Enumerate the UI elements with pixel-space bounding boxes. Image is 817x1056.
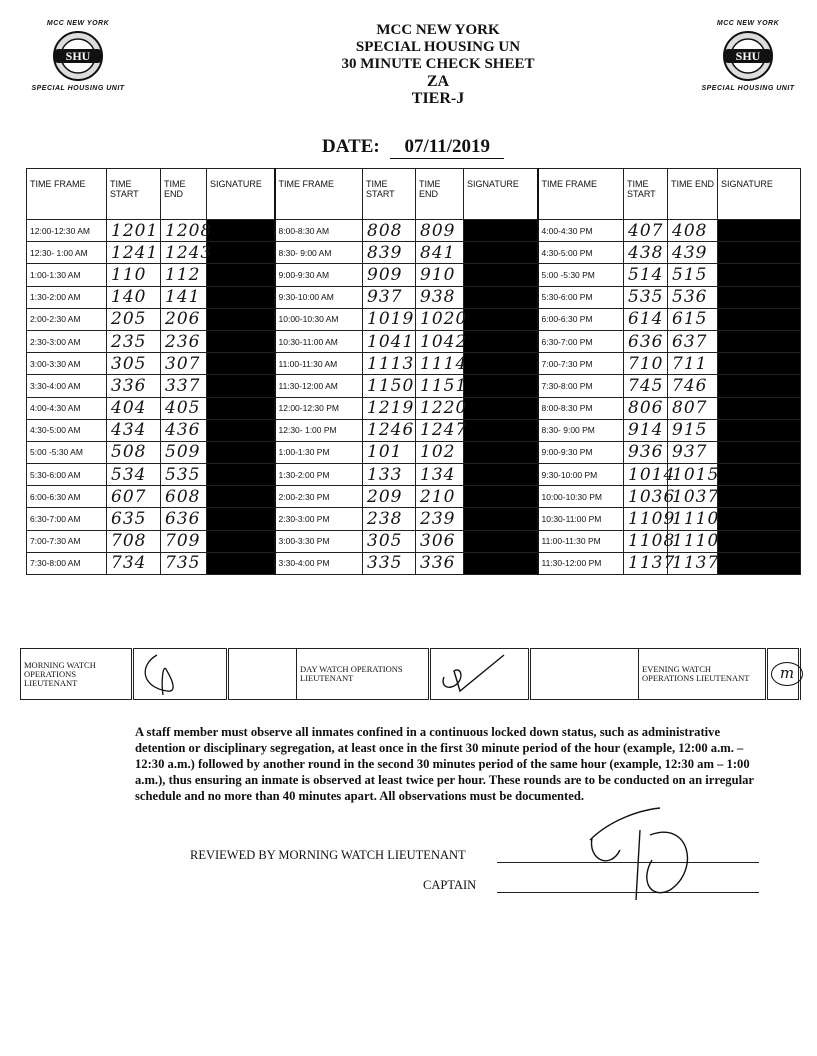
lieutenant-signature-table bbox=[20, 648, 801, 700]
time-end-cell: 1243 bbox=[161, 242, 207, 264]
table-body bbox=[27, 220, 801, 575]
redacted-signature-cell bbox=[464, 308, 538, 330]
time-start-cell: 133 bbox=[363, 464, 416, 486]
time-frame-cell: 10:30-11:00 AM bbox=[275, 330, 363, 352]
time-end-cell: 1110 bbox=[668, 530, 718, 552]
time-end-cell: 746 bbox=[668, 375, 718, 397]
redacted-signature-cell bbox=[207, 486, 275, 508]
time-frame-cell: 9:30-10:00 PM bbox=[538, 464, 624, 486]
time-end-cell: 337 bbox=[161, 375, 207, 397]
time-frame-cell: 11:00-11:30 PM bbox=[538, 530, 624, 552]
redacted-signature-cell bbox=[718, 242, 801, 264]
time-start-cell: 614 bbox=[624, 308, 668, 330]
redacted-signature-cell bbox=[718, 264, 801, 286]
time-start-cell: 839 bbox=[363, 242, 416, 264]
time-frame-cell: 11:00-11:30 AM bbox=[275, 353, 363, 375]
redacted-signature-cell bbox=[464, 508, 538, 530]
time-end-cell: 938 bbox=[416, 286, 464, 308]
logo-top-text: MCC NEW YORK bbox=[46, 20, 110, 27]
redacted-signature-cell bbox=[464, 286, 538, 308]
time-start-cell: 1137 bbox=[624, 552, 668, 574]
redacted-signature-cell bbox=[464, 220, 538, 242]
col-header-time-frame: TIME FRAME bbox=[27, 169, 107, 220]
time-end-cell: 306 bbox=[416, 530, 464, 552]
redacted-signature-cell bbox=[464, 441, 538, 463]
time-start-cell: 1113 bbox=[363, 353, 416, 375]
shu-badge-icon bbox=[51, 29, 105, 83]
redacted-signature-cell bbox=[207, 375, 275, 397]
redacted-signature-cell bbox=[207, 330, 275, 352]
time-start-cell: 806 bbox=[624, 397, 668, 419]
time-start-cell: 1241 bbox=[107, 242, 161, 264]
table-header-row bbox=[27, 169, 801, 220]
observation-notice: A staff member must observe all inmates confined in a continuous locked down status, such as administrative detention or disciplinary segregation, at least once in the first 30 minute period of the hour (example, 12:00 a.m. – 12:30 a.m.) followed by another round in the second 30 minutes period of the same hour (example, 12:30 am – 1:00 a.m.), thus ensuring an inmate is observed at least twice per hour. These rounds are to be conducted on an irregular schedule and no more than 40 minutes apart. All observations must be documented. bbox=[135, 725, 754, 803]
time-frame-cell: 9:00-9:30 AM bbox=[275, 264, 363, 286]
evening-initials: m bbox=[771, 662, 803, 686]
time-frame-cell: 1:00-1:30 PM bbox=[275, 441, 363, 463]
time-frame-cell: 2:00-2:30 AM bbox=[27, 308, 107, 330]
time-start-cell: 235 bbox=[107, 330, 161, 352]
time-end-cell: 509 bbox=[161, 441, 207, 463]
redacted-signature-cell bbox=[207, 464, 275, 486]
redacted-signature-cell bbox=[718, 308, 801, 330]
time-frame-cell: 4:30-5:00 PM bbox=[538, 242, 624, 264]
time-start-cell: 305 bbox=[363, 530, 416, 552]
time-start-cell: 209 bbox=[363, 486, 416, 508]
table-row bbox=[27, 330, 801, 352]
time-frame-cell: 4:00-4:30 PM bbox=[538, 220, 624, 242]
table-row bbox=[27, 464, 801, 486]
redacted-signature-cell bbox=[207, 419, 275, 441]
time-start-cell: 508 bbox=[107, 441, 161, 463]
time-end-cell: 1220 bbox=[416, 397, 464, 419]
redacted-signature-cell bbox=[464, 330, 538, 352]
time-frame-cell: 11:30-12:00 PM bbox=[538, 552, 624, 574]
redacted-signature-cell bbox=[207, 508, 275, 530]
redacted-signature-cell bbox=[464, 242, 538, 264]
time-end-cell: 1037 bbox=[668, 486, 718, 508]
morning-watch-spacer bbox=[228, 649, 297, 700]
time-start-cell: 336 bbox=[107, 375, 161, 397]
time-start-cell: 1108 bbox=[624, 530, 668, 552]
table-row bbox=[27, 286, 801, 308]
time-start-cell: 909 bbox=[363, 264, 416, 286]
time-end-cell: 206 bbox=[161, 308, 207, 330]
time-start-cell: 937 bbox=[363, 286, 416, 308]
redacted-signature-cell bbox=[464, 419, 538, 441]
time-end-cell: 1015 bbox=[668, 464, 718, 486]
time-start-cell: 101 bbox=[363, 441, 416, 463]
time-frame-cell: 5:00 -5:30 AM bbox=[27, 441, 107, 463]
lieutenant-row bbox=[21, 649, 800, 700]
redacted-signature-cell bbox=[718, 220, 801, 242]
morning-signature-scribble-icon bbox=[137, 651, 227, 695]
time-frame-cell: 8:00-8:30 AM bbox=[275, 220, 363, 242]
time-frame-cell: 9:00-9:30 PM bbox=[538, 441, 624, 463]
time-start-cell: 534 bbox=[107, 464, 161, 486]
redacted-signature-cell bbox=[718, 552, 801, 574]
time-end-cell: 439 bbox=[668, 242, 718, 264]
table-row bbox=[27, 441, 801, 463]
time-start-cell: 205 bbox=[107, 308, 161, 330]
time-start-cell: 1219 bbox=[363, 397, 416, 419]
time-end-cell: 515 bbox=[668, 264, 718, 286]
table-row bbox=[27, 375, 801, 397]
time-end-cell: 807 bbox=[668, 397, 718, 419]
table-row bbox=[27, 353, 801, 375]
title-line-2: SPECIAL HOUSING UN bbox=[355, 39, 521, 55]
morning-watch-signature bbox=[133, 649, 228, 700]
morning-watch-label: MORNING WATCH OPERATIONS LIEUTENANT bbox=[21, 649, 133, 700]
time-frame-cell: 8:30- 9:00 AM bbox=[275, 242, 363, 264]
time-frame-cell: 1:30-2:00 PM bbox=[275, 464, 363, 486]
captain-label: CAPTAIN bbox=[423, 878, 477, 892]
time-end-cell: 608 bbox=[161, 486, 207, 508]
time-frame-cell: 2:00-2:30 PM bbox=[275, 486, 363, 508]
time-end-cell: 1137 bbox=[668, 552, 718, 574]
time-frame-cell: 11:30-12:00 AM bbox=[275, 375, 363, 397]
redacted-signature-cell bbox=[207, 441, 275, 463]
col-header-time-end: TIME END bbox=[668, 169, 718, 220]
time-end-cell: 236 bbox=[161, 330, 207, 352]
time-end-cell: 102 bbox=[416, 441, 464, 463]
time-frame-cell: 3:00-3:30 AM bbox=[27, 353, 107, 375]
redacted-signature-cell bbox=[464, 353, 538, 375]
time-frame-cell: 8:30- 9:00 PM bbox=[538, 419, 624, 441]
time-frame-cell: 7:30-8:00 PM bbox=[538, 375, 624, 397]
table-row bbox=[27, 220, 801, 242]
title-line-5: TIER-J bbox=[411, 90, 465, 107]
time-frame-cell: 9:30-10:00 AM bbox=[275, 286, 363, 308]
evening-watch-label: EVENING WATCH OPERATIONS LIEUTENANT bbox=[639, 649, 767, 700]
redacted-signature-cell bbox=[718, 375, 801, 397]
logo-bottom-text: SPECIAL HOUSING UNIT bbox=[31, 85, 125, 92]
col-header-time-start: TIME START bbox=[107, 169, 161, 220]
redacted-signature-cell bbox=[207, 530, 275, 552]
table-row bbox=[27, 242, 801, 264]
time-start-cell: 710 bbox=[624, 353, 668, 375]
time-end-cell: 1208 bbox=[161, 220, 207, 242]
time-frame-cell: 6:00-6:30 AM bbox=[27, 486, 107, 508]
shu-logo-right bbox=[688, 20, 808, 92]
redacted-signature-cell bbox=[718, 286, 801, 308]
time-end-cell: 735 bbox=[161, 552, 207, 574]
time-start-cell: 734 bbox=[107, 552, 161, 574]
col-header-time-frame: TIME FRAME bbox=[275, 169, 363, 220]
redacted-signature-cell bbox=[207, 242, 275, 264]
day-watch-label: DAY WATCH OPERATIONS LIEUTENANT bbox=[297, 649, 430, 700]
time-frame-cell: 3:30-4:00 AM bbox=[27, 375, 107, 397]
redacted-signature-cell bbox=[207, 220, 275, 242]
time-end-cell: 1247 bbox=[416, 419, 464, 441]
time-start-cell: 936 bbox=[624, 441, 668, 463]
redacted-signature-cell bbox=[207, 264, 275, 286]
col-header-signature: SIGNATURE bbox=[718, 169, 801, 220]
time-end-cell: 637 bbox=[668, 330, 718, 352]
redacted-signature-cell bbox=[718, 441, 801, 463]
redacted-signature-cell bbox=[464, 486, 538, 508]
col-header-signature: SIGNATURE bbox=[464, 169, 538, 220]
redacted-signature-cell bbox=[718, 464, 801, 486]
logo-badge-text: SHU bbox=[735, 49, 761, 63]
time-start-cell: 305 bbox=[107, 353, 161, 375]
time-end-cell: 436 bbox=[161, 419, 207, 441]
time-end-cell: 711 bbox=[668, 353, 718, 375]
col-header-time-start: TIME START bbox=[624, 169, 668, 220]
time-start-cell: 914 bbox=[624, 419, 668, 441]
time-frame-cell: 6:30-7:00 AM bbox=[27, 508, 107, 530]
time-frame-cell: 4:00-4:30 AM bbox=[27, 397, 107, 419]
time-frame-cell: 8:00-8:30 PM bbox=[538, 397, 624, 419]
logo-bottom-text: SPECIAL HOUSING UNIT bbox=[701, 85, 795, 92]
time-start-cell: 745 bbox=[624, 375, 668, 397]
col-header-time-start: TIME START bbox=[363, 169, 416, 220]
redacted-signature-cell bbox=[207, 552, 275, 574]
time-end-cell: 536 bbox=[668, 286, 718, 308]
redacted-signature-cell bbox=[718, 419, 801, 441]
time-start-cell: 1150 bbox=[363, 375, 416, 397]
redacted-signature-cell bbox=[464, 530, 538, 552]
time-frame-cell: 12:00-12:30 PM bbox=[275, 397, 363, 419]
time-start-cell: 708 bbox=[107, 530, 161, 552]
shu-badge-icon bbox=[721, 29, 775, 83]
redacted-signature-cell bbox=[207, 397, 275, 419]
redacted-signature-cell bbox=[464, 464, 538, 486]
table-row bbox=[27, 486, 801, 508]
col-header-time-end: TIME END bbox=[416, 169, 464, 220]
time-start-cell: 636 bbox=[624, 330, 668, 352]
table-row bbox=[27, 308, 801, 330]
redacted-signature-cell bbox=[718, 330, 801, 352]
time-end-cell: 915 bbox=[668, 419, 718, 441]
time-frame-cell: 1:00-1:30 AM bbox=[27, 264, 107, 286]
time-frame-cell: 7:00-7:30 AM bbox=[27, 530, 107, 552]
table-row bbox=[27, 530, 801, 552]
redacted-signature-cell bbox=[718, 353, 801, 375]
time-end-cell: 1114 bbox=[416, 353, 464, 375]
time-end-cell: 535 bbox=[161, 464, 207, 486]
logo-badge-text: SHU bbox=[65, 49, 91, 63]
time-end-cell: 1151 bbox=[416, 375, 464, 397]
col-header-time-frame: TIME FRAME bbox=[538, 169, 624, 220]
time-start-cell: 1201 bbox=[107, 220, 161, 242]
time-start-cell: 1246 bbox=[363, 419, 416, 441]
check-sheet-table bbox=[26, 168, 801, 575]
time-frame-cell: 2:30-3:00 PM bbox=[275, 508, 363, 530]
table-row bbox=[27, 552, 801, 574]
time-start-cell: 335 bbox=[363, 552, 416, 574]
redacted-signature-cell bbox=[464, 264, 538, 286]
time-end-cell: 937 bbox=[668, 441, 718, 463]
time-end-cell: 841 bbox=[416, 242, 464, 264]
time-start-cell: 607 bbox=[107, 486, 161, 508]
time-end-cell: 709 bbox=[161, 530, 207, 552]
time-end-cell: 405 bbox=[161, 397, 207, 419]
time-start-cell: 1014 bbox=[624, 464, 668, 486]
time-start-cell: 514 bbox=[624, 264, 668, 286]
redacted-signature-cell bbox=[718, 530, 801, 552]
time-start-cell: 238 bbox=[363, 508, 416, 530]
date-label: DATE: bbox=[322, 136, 380, 157]
redacted-signature-cell bbox=[464, 552, 538, 574]
time-frame-cell: 7:30-8:00 AM bbox=[27, 552, 107, 574]
reviewed-by-label: REVIEWED BY MORNING WATCH LIEUTENANT bbox=[190, 848, 466, 862]
time-start-cell: 110 bbox=[107, 264, 161, 286]
time-frame-cell: 10:00-10:30 AM bbox=[275, 308, 363, 330]
time-end-cell: 1042 bbox=[416, 330, 464, 352]
shu-logo-left bbox=[18, 20, 138, 92]
time-end-cell: 636 bbox=[161, 508, 207, 530]
time-start-cell: 1109 bbox=[624, 508, 668, 530]
time-frame-cell: 2:30-3:00 AM bbox=[27, 330, 107, 352]
time-frame-cell: 3:30-4:00 PM bbox=[275, 552, 363, 574]
time-start-cell: 635 bbox=[107, 508, 161, 530]
day-signature-scribble-icon bbox=[434, 651, 528, 695]
time-end-cell: 112 bbox=[161, 264, 207, 286]
table-row bbox=[27, 419, 801, 441]
time-frame-cell: 4:30-5:00 AM bbox=[27, 419, 107, 441]
time-end-cell: 1110 bbox=[668, 508, 718, 530]
time-frame-cell: 3:00-3:30 PM bbox=[275, 530, 363, 552]
time-frame-cell: 6:00-6:30 PM bbox=[538, 308, 624, 330]
time-end-cell: 615 bbox=[668, 308, 718, 330]
time-frame-cell: 12:00-12:30 AM bbox=[27, 220, 107, 242]
time-frame-cell: 12:30- 1:00 AM bbox=[27, 242, 107, 264]
title-line-3: 30 MINUTE CHECK SHEET bbox=[341, 56, 535, 72]
captain-signature-scribble-icon bbox=[580, 800, 710, 910]
evening-watch-signature bbox=[767, 649, 800, 700]
day-watch-signature bbox=[430, 649, 530, 700]
time-frame-cell: 5:30-6:00 AM bbox=[27, 464, 107, 486]
redacted-signature-cell bbox=[464, 397, 538, 419]
redacted-signature-cell bbox=[207, 308, 275, 330]
time-end-cell: 1020 bbox=[416, 308, 464, 330]
table-row bbox=[27, 397, 801, 419]
time-frame-cell: 1:30-2:00 AM bbox=[27, 286, 107, 308]
sheet-title bbox=[258, 22, 618, 107]
table-row bbox=[27, 508, 801, 530]
time-start-cell: 404 bbox=[107, 397, 161, 419]
day-watch-spacer bbox=[530, 649, 639, 700]
time-end-cell: 134 bbox=[416, 464, 464, 486]
time-end-cell: 307 bbox=[161, 353, 207, 375]
title-line-1: MCC NEW YORK bbox=[376, 22, 500, 38]
time-start-cell: 140 bbox=[107, 286, 161, 308]
time-frame-cell: 12:30- 1:00 PM bbox=[275, 419, 363, 441]
time-start-cell: 438 bbox=[624, 242, 668, 264]
time-end-cell: 336 bbox=[416, 552, 464, 574]
redacted-signature-cell bbox=[718, 508, 801, 530]
time-frame-cell: 6:30-7:00 PM bbox=[538, 330, 624, 352]
time-end-cell: 141 bbox=[161, 286, 207, 308]
time-frame-cell: 10:30-11:00 PM bbox=[538, 508, 624, 530]
redacted-signature-cell bbox=[464, 375, 538, 397]
time-end-cell: 408 bbox=[668, 220, 718, 242]
time-start-cell: 434 bbox=[107, 419, 161, 441]
redacted-signature-cell bbox=[207, 353, 275, 375]
time-frame-cell: 7:00-7:30 PM bbox=[538, 353, 624, 375]
redacted-signature-cell bbox=[718, 486, 801, 508]
time-end-cell: 809 bbox=[416, 220, 464, 242]
time-start-cell: 808 bbox=[363, 220, 416, 242]
time-end-cell: 239 bbox=[416, 508, 464, 530]
title-line-4: ZA bbox=[426, 73, 450, 90]
date-row bbox=[322, 136, 504, 159]
table-row bbox=[27, 264, 801, 286]
redacted-signature-cell bbox=[718, 397, 801, 419]
time-start-cell: 407 bbox=[624, 220, 668, 242]
date-value: 07/11/2019 bbox=[390, 136, 504, 159]
time-start-cell: 1036 bbox=[624, 486, 668, 508]
time-end-cell: 210 bbox=[416, 486, 464, 508]
logo-top-text: MCC NEW YORK bbox=[716, 20, 780, 27]
time-end-cell: 910 bbox=[416, 264, 464, 286]
time-frame-cell: 5:30-6:00 PM bbox=[538, 286, 624, 308]
time-start-cell: 535 bbox=[624, 286, 668, 308]
col-header-time-end: TIME END bbox=[161, 169, 207, 220]
time-frame-cell: 10:00-10:30 PM bbox=[538, 486, 624, 508]
time-frame-cell: 5:00 -5:30 PM bbox=[538, 264, 624, 286]
redacted-signature-cell bbox=[207, 286, 275, 308]
col-header-signature: SIGNATURE bbox=[207, 169, 275, 220]
time-start-cell: 1019 bbox=[363, 308, 416, 330]
time-start-cell: 1041 bbox=[363, 330, 416, 352]
